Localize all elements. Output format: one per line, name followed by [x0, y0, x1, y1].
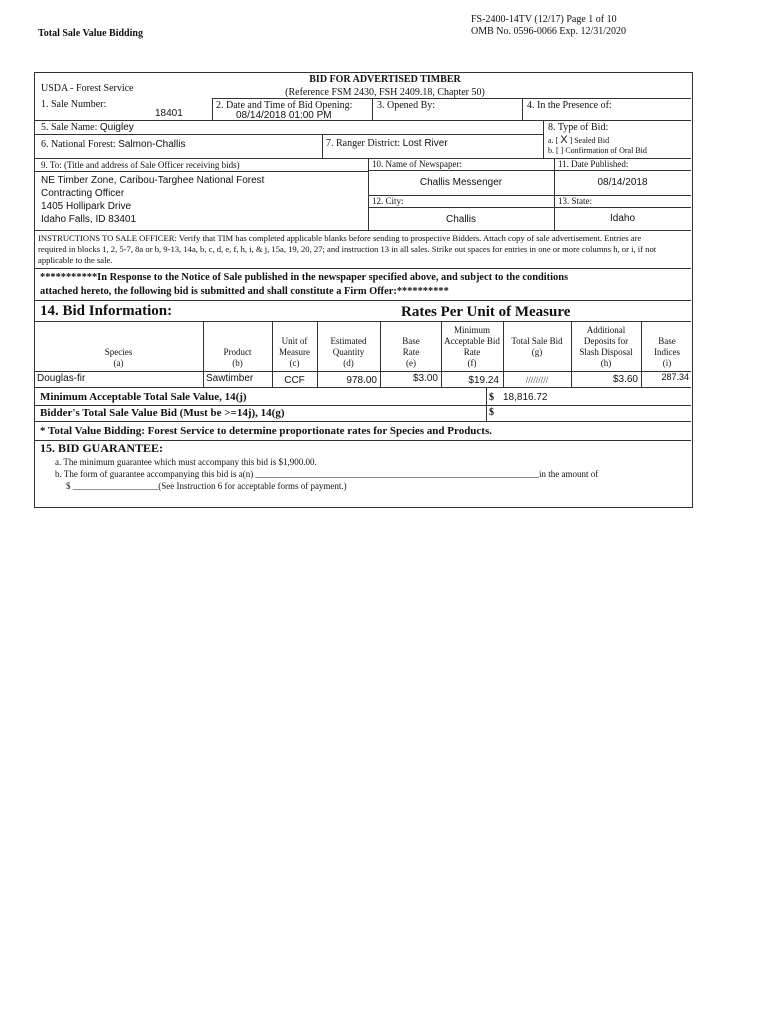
sealed-bid-checkmark: X [560, 134, 568, 146]
omb-number: OMB No. 0596-0066 Exp. 12/31/2020 [471, 26, 626, 37]
date-published-label: 11. Date Published: [558, 159, 629, 169]
table-cell-species[interactable]: Douglas-fir [37, 373, 86, 384]
response-statement-line1: ***********In Response to the Notice of Sale published in the newspaper specified above, and subject to the conditions [40, 272, 569, 283]
col-unit-header: Unit of Measure (c) [279, 336, 310, 368]
guarantee-line-a: a. The minimum guarantee which must accompany this bid is $1,900.00. [55, 457, 317, 467]
form-number: FS-2400-14TV (12/17) Page 1 of 10 [471, 14, 617, 25]
table-cell-indices[interactable]: 287.34 [661, 372, 689, 382]
opened-by-label: 3. Opened By: [377, 100, 436, 111]
guarantee-line-b[interactable]: b. The form of guarantee accompanying this bid is a(n) _______________________________________________________________in the amount of [55, 469, 599, 479]
sale-number-field[interactable]: 18401 [155, 108, 183, 119]
bid-type-oral[interactable]: b. [ ] Confirmation of Oral Bid [548, 146, 647, 155]
sale-officer-address[interactable]: NE Timber Zone, Caribou-Targhee National Forest Contracting Officer 1405 Hollipark Drive Idaho Falls, ID 83401 [41, 175, 265, 225]
guarantee-line-c[interactable]: $ ___________________(See Instruction 6 for acceptable forms of payment.) [66, 481, 347, 491]
newspaper-field[interactable]: Challis Messenger [419, 177, 503, 188]
ranger-district-label: 7. Ranger District: [326, 138, 401, 149]
bid-information-heading: 14. Bid Information: [40, 303, 173, 319]
col-slash-disposal-header: Additional Deposits for Slash Disposal (h) [579, 325, 633, 368]
sale-name-field[interactable]: Quigley [99, 122, 134, 133]
bid-opening-field[interactable]: 08/14/2018 01:00 PM [236, 110, 332, 121]
form-reference: (Reference FSM 2430, FSH 2409.18, Chapter 50) [285, 87, 485, 98]
bid-type-label: 8. Type of Bid: [548, 122, 609, 133]
ranger-district-field[interactable]: Lost River [402, 138, 448, 149]
sale-officer-label: 9. To: (Title and address of Sale Officer receiving bids) [41, 160, 240, 170]
city-field[interactable]: Challis [445, 214, 476, 225]
rates-heading: Rates Per Unit of Measure [401, 304, 571, 320]
col-total-bid-header: Total Sale Bid (g) [511, 336, 563, 357]
table-cell-base-rate[interactable]: $3.00 [412, 373, 438, 384]
table-cell-total-bid[interactable]: ///////// [525, 375, 549, 385]
col-quantity-header: Estimated Quantity (d) [330, 336, 367, 368]
col-base-rate-header: Base Rate (e) [402, 336, 420, 368]
national-forest-field[interactable]: Salmon-Challis [118, 139, 186, 150]
newspaper-label: 10. Name of Newspaper: [372, 159, 462, 169]
instructions-text: INSTRUCTIONS TO SALE OFFICER: Verify that TIM has completed applicable blanks before sending to prospective Bidders. Attach copy of sale advertisement. Entries are required in blocks 1, 2, 5-7, 8a or b, 9-13, 14a, b, c, d, e, f, h, i, & j, 15a, 19, 20, 27; and instruction 13 in all sales. Strike out spaces for entries in one or more columns h, or i, if not applicable to the sale. [38, 233, 657, 265]
bid-opening-label: 2. Date and Time of Bid Opening: [216, 100, 353, 111]
form-heading: BID FOR ADVERTISED TIMBER [309, 74, 461, 85]
agency-label: USDA - Forest Service [41, 83, 134, 94]
min-total-dollar-sign: $ [489, 392, 494, 403]
total-value-note: * Total Value Bidding: Forest Service to determine proportionate rates for Species and Products. [40, 425, 493, 437]
bid-guarantee-heading: 15. BID GUARANTEE: [40, 441, 164, 455]
response-statement-line2: attached hereto, the following bid is submitted and shall constitute a Firm Offer:********** [40, 286, 449, 297]
bid-type-sealed[interactable]: a. [ X ] Sealed Bid [548, 134, 610, 146]
col-product-header: Product (b) [223, 347, 252, 368]
sale-number-label: 1. Sale Number: [41, 99, 107, 110]
table-cell-slash[interactable]: $3.60 [612, 374, 638, 385]
min-total-value[interactable]: 18,816.72 [503, 392, 548, 403]
bidder-total-dollar-sign: $ [489, 407, 494, 418]
col-min-bid-rate-header: Minimum Acceptable Bid Rate (f) [444, 325, 500, 368]
city-label: 12. City: [372, 196, 404, 206]
table-cell-quantity[interactable]: 978.00 [346, 375, 377, 386]
min-total-label: Minimum Acceptable Total Sale Value, 14(j) [40, 391, 247, 403]
form-title-left: Total Sale Value Bidding [38, 28, 143, 39]
bidder-total-label: Bidder's Total Sale Value Bid (Must be >=14j), 14(g) [40, 407, 285, 419]
date-published-field[interactable]: 08/14/2018 [597, 177, 648, 188]
col-indices-header: Base Indices (i) [654, 336, 680, 368]
table-cell-unit[interactable]: CCF [284, 375, 305, 386]
national-forest-label: 6. National Forest: [41, 139, 116, 150]
presence-label: 4. In the Presence of: [527, 100, 612, 111]
table-cell-min-bid-rate[interactable]: $19.24 [468, 375, 499, 386]
state-field[interactable]: Idaho [609, 213, 636, 224]
table-cell-product[interactable]: Sawtimber [206, 373, 254, 384]
bidder-total-field[interactable] [500, 406, 686, 420]
state-label: 13. State: [558, 196, 592, 206]
sale-name-label: 5. Sale Name: [41, 122, 98, 133]
col-species-header: Species (a) [104, 347, 133, 368]
